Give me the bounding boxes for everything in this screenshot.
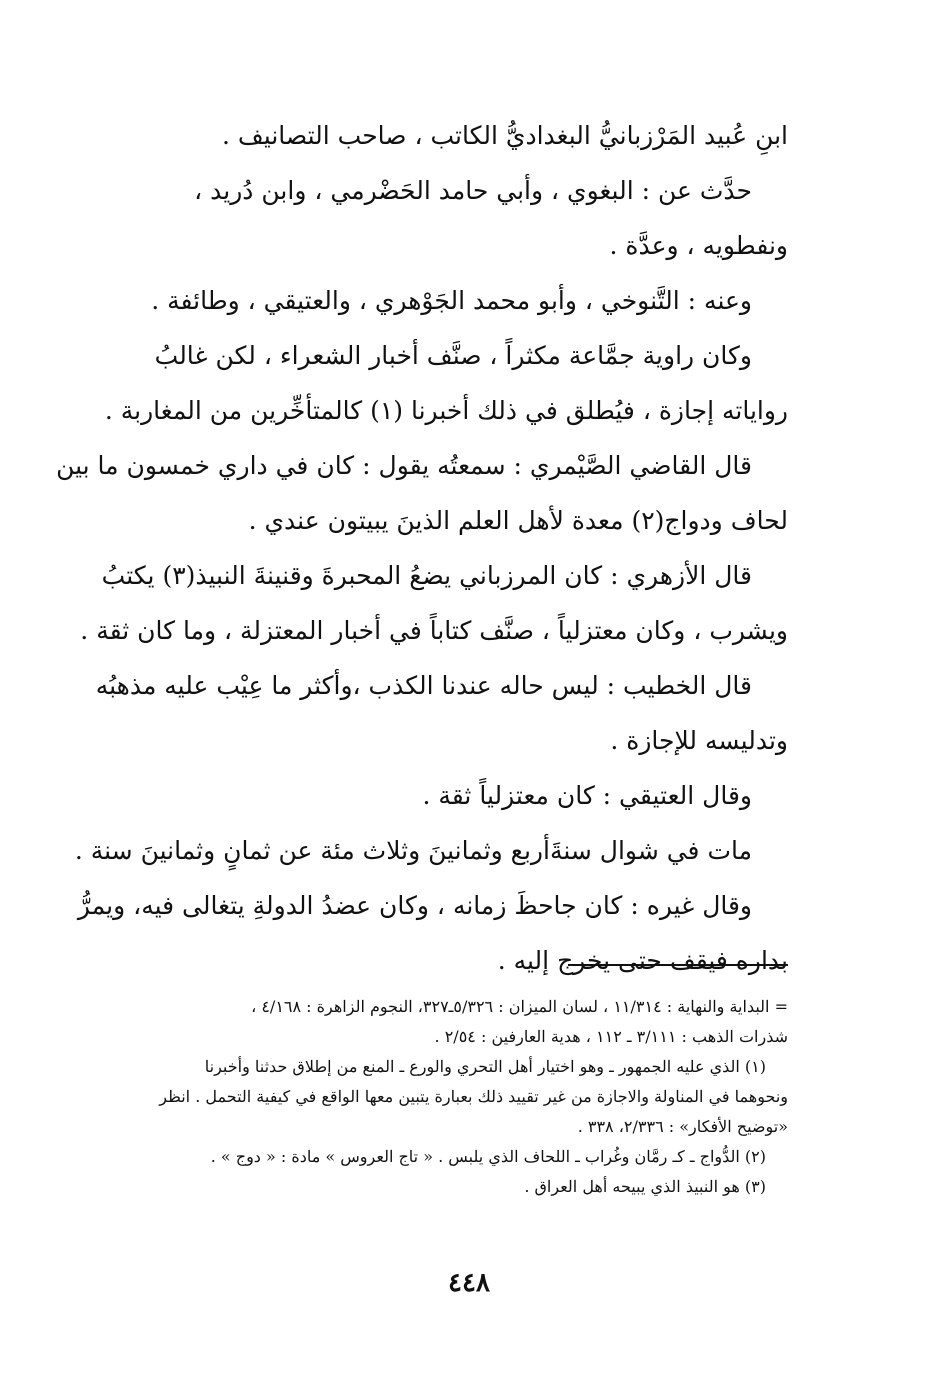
text-line: ابنِ عُبيد المَرْزبانيُّ البغداديُّ الكاتب ، صاحب التصانيف .: [222, 121, 788, 150]
text-line: وعنه : التَّنوخي ، وأبو محمد الجَوْهري ، والعتيقي ، وطائفة .: [151, 286, 752, 315]
footnote-line: (٢) الدُّواج ـ كـ رمَّان وغُراب ـ اللحاف الذي يلبس . « تاج العروس » مادة : « دوج » .: [210, 1147, 766, 1166]
footnote-separator: [568, 964, 788, 966]
footnote-line: (٣) هو النبيذ الذي يبيحه أهل العراق .: [524, 1177, 766, 1196]
text-line: حدَّث عن : البغوي ، وأبي حامد الحَضْرمي ، وابن دُريد ،: [194, 176, 752, 205]
text-line: ونفطويه ، وعدَّة .: [609, 231, 788, 260]
footnote-line: ونحوهما في المناولة والاجازة من غير تقييد ذلك بعبارة يتبين معها الواقع في كيفية التحمل . انظر: [159, 1087, 788, 1106]
text-line: مات في شوال سنةَأربع وثمانينَ وثلاث مئة عن ثمانٍ وثمانينَ سنة .: [74, 836, 752, 865]
text-line: قال الأزهري : كان المرزباني يضعُ المحبرةَ وقنينةَ النبيذ(٣) يكتبُ: [101, 561, 752, 590]
footnote-line: شذرات الذهب : ٣/١١١ ـ ١١٢ ، هدية العارفين : ٢/٥٤ .: [434, 1027, 788, 1046]
text-line: وقال غيره : كان جاحظَ زمانه ، وكان عضدُ الدولةِ يتغالى فيه، ويمرُّ: [77, 891, 752, 920]
footnote-line: «توضيح الأفكار» : ٢/٣٣٦، ٣٣٨ .: [577, 1117, 788, 1136]
footnote-line: = البداية والنهاية : ١١/٣١٤ ، لسان الميزان : ٥/٣٢٦ـ٣٢٧، النجوم الزاهرة : ٤/١٦٨ ،: [251, 997, 788, 1016]
footnotes: [118, 992, 788, 1202]
text-line: قال الخطيب : ليس حاله عندنا الكذب ،وأكثر ما عِيْب عليه مذهبُه: [95, 671, 752, 700]
main-text: [56, 108, 788, 988]
text-line: رواياته إجازة ، فيُطلق في ذلك أخبرنا (١) كالمتأخِّرين من المغاربة .: [104, 396, 788, 425]
text-line: قال القاضي الصَّيْمري : سمعتُه يقول : كان في داري خمسون ما بين: [56, 451, 752, 480]
page-number: ٤٤٨: [448, 1268, 490, 1298]
text-line: وكان راوية جمَّاعة مكثراً ، صنَّف أخبار الشعراء ، لكن غالبُ: [154, 341, 752, 370]
text-line: وتدليسه للإجازة .: [610, 726, 788, 755]
text-line: لحاف ودواج(٢) معدة لأهل العلم الذينَ يبيتون عندي .: [248, 506, 788, 535]
text-line: بداره فيقف حتى يخرج إليه .: [497, 946, 788, 975]
text-line: وقال العتيقي : كان معتزلياً ثقة .: [422, 781, 752, 810]
footnote-line: (١) الذي عليه الجمهور ـ وهو اختيار أهل التحري والورع ـ المنع من إطلاق حدثنا وأخبرنا: [204, 1057, 766, 1076]
text-line: ويشرب ، وكان معتزلياً ، صنَّف كتاباً في أخبار المعتزلة ، وما كان ثقة .: [80, 616, 788, 645]
